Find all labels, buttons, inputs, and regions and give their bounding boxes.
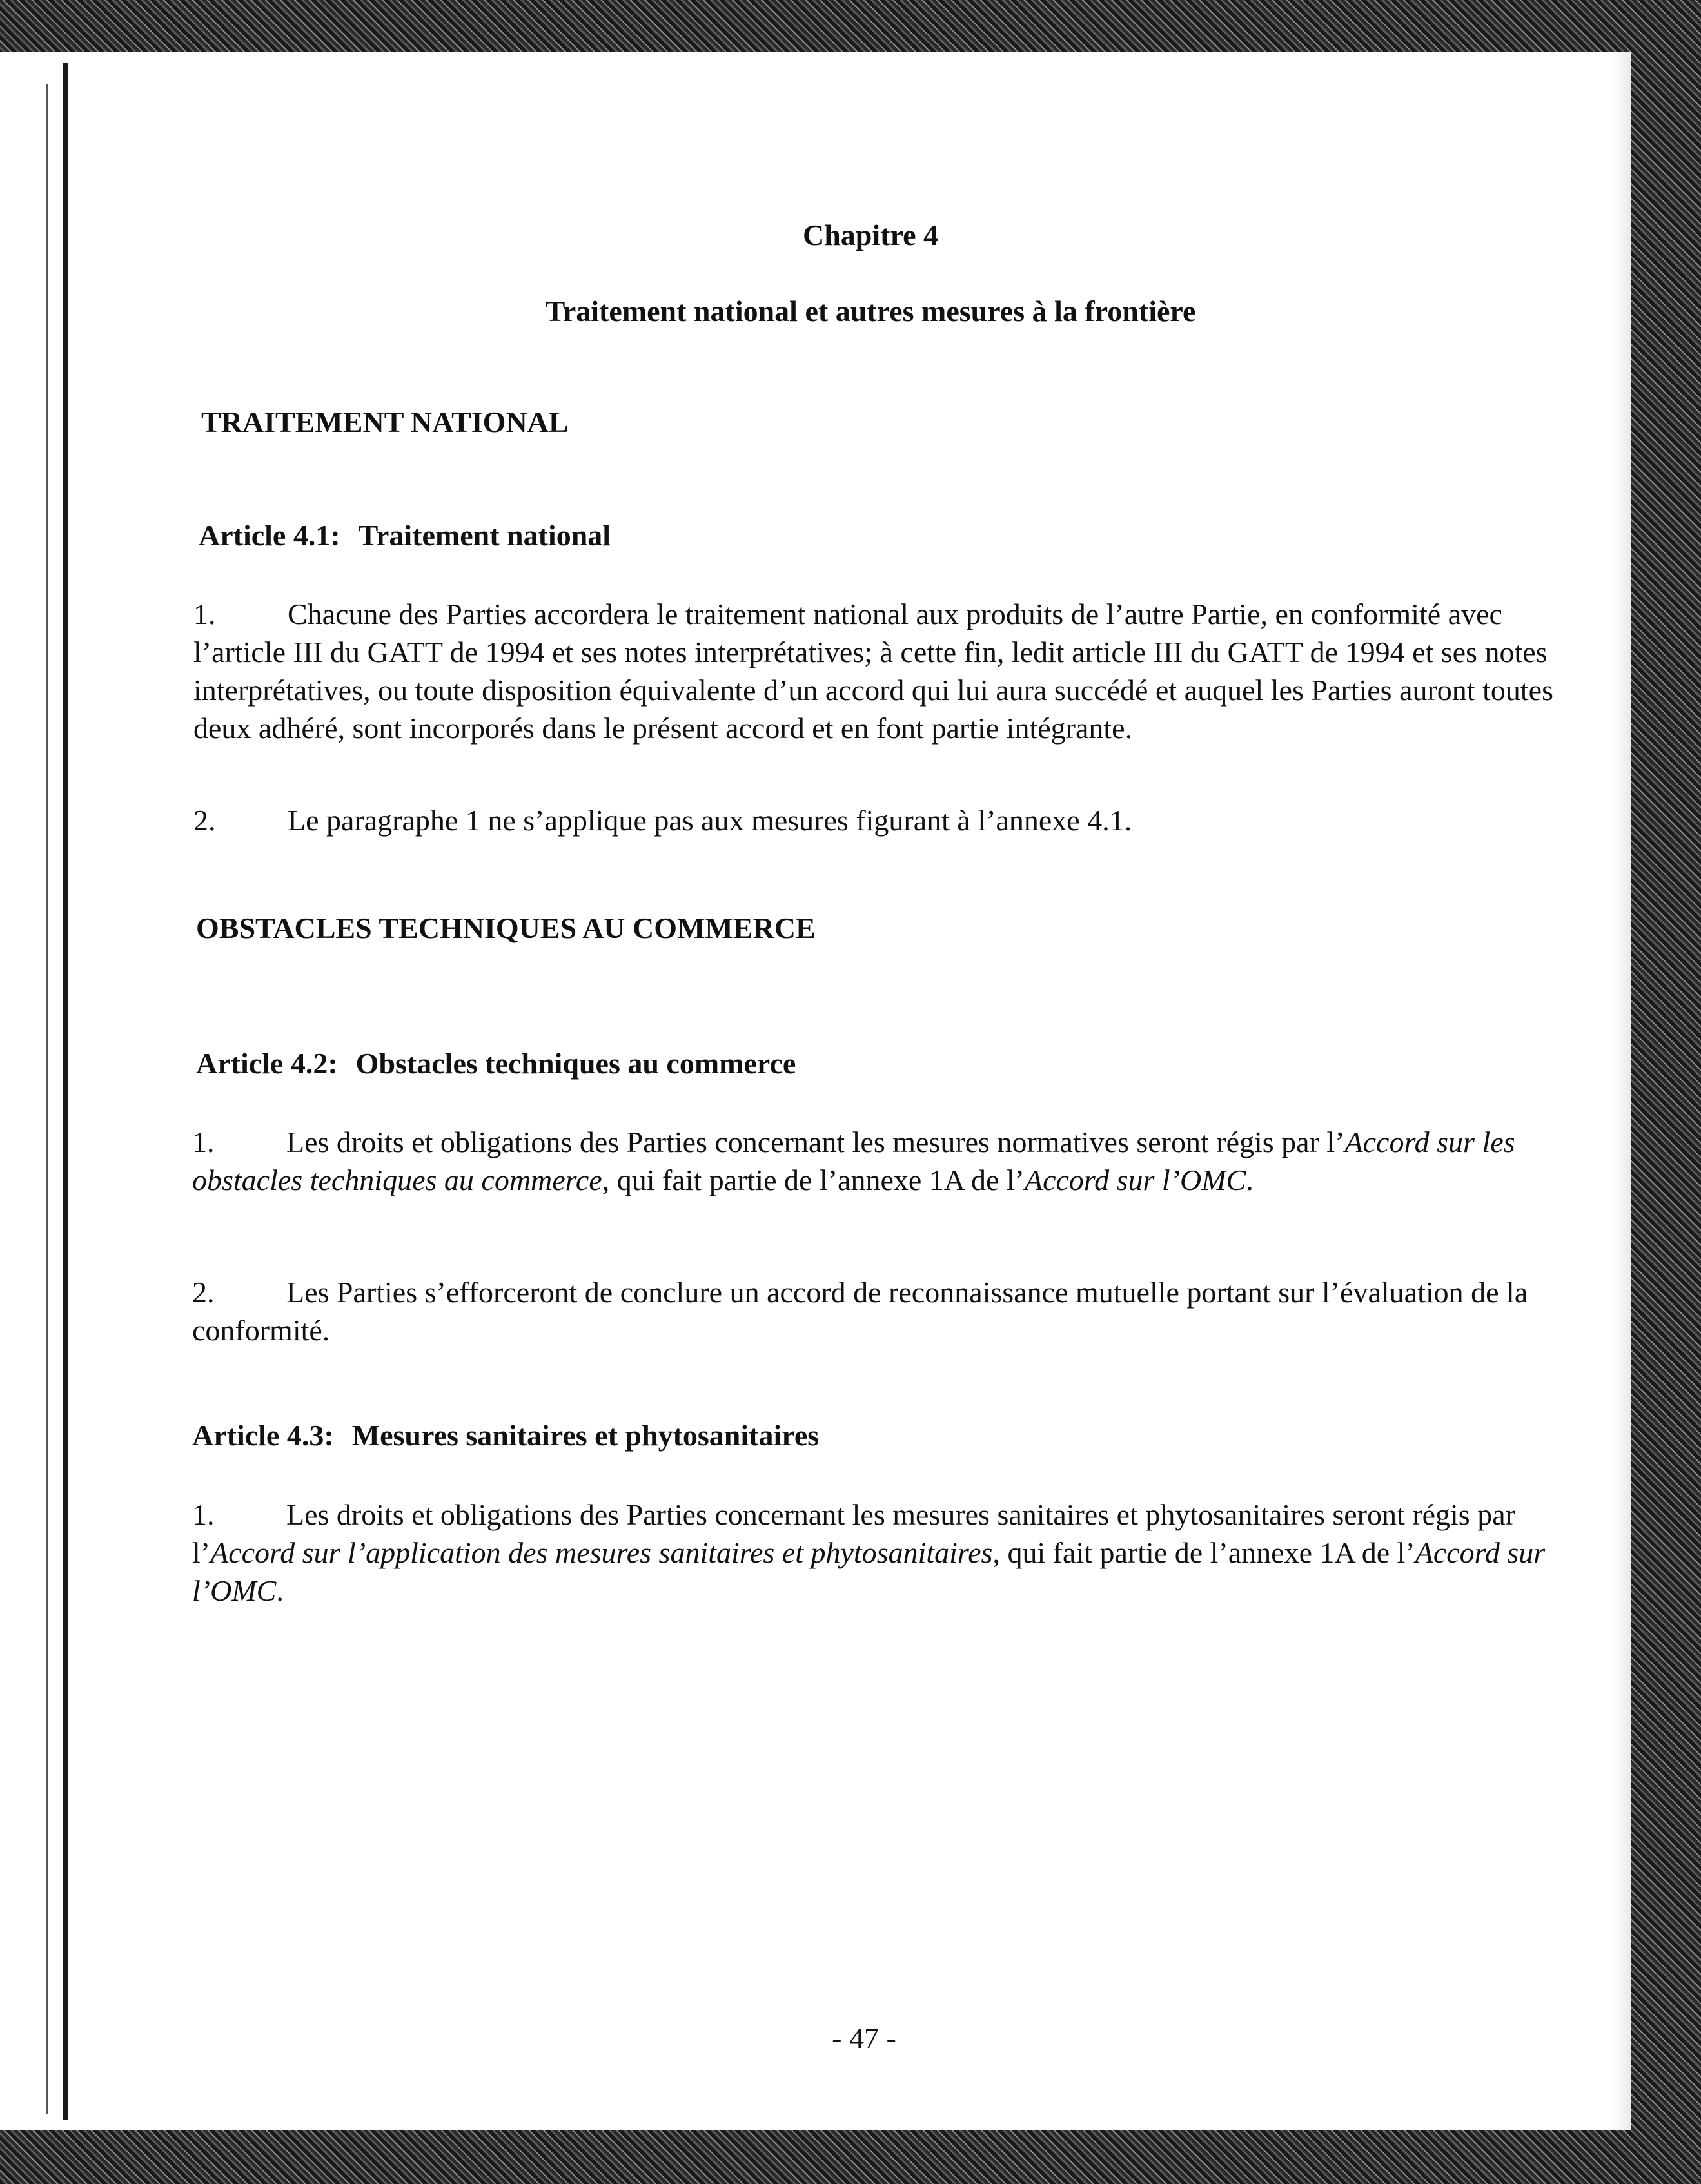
binding-edge — [63, 63, 68, 2120]
article-number: Article 4.2: — [196, 1047, 338, 1080]
section-heading: OBSTACLES TECHNIQUES AU COMMERCE — [196, 912, 816, 944]
article-title: Obstacles techniques au commerce — [355, 1047, 796, 1080]
paragraph-number: 2. — [193, 804, 216, 837]
paragraph — [193, 595, 1560, 747]
article-heading — [199, 518, 611, 552]
page-number: - 47 - — [832, 2022, 896, 2054]
paragraph-text: . — [276, 1574, 284, 1607]
chapter-title: Chapitre 4 — [803, 219, 938, 251]
article-heading — [192, 1418, 819, 1452]
paragraph-text: , qui fait partie de l’annexe 1A de l’ — [602, 1164, 1025, 1196]
document-page — [0, 52, 1631, 2130]
article-number: Article 4.1: — [199, 519, 340, 552]
paragraph-italic-title: Accord sur l’OMC — [192, 1536, 1546, 1607]
paragraph-text: , qui fait partie de l’annexe 1A de l’ — [992, 1536, 1415, 1569]
article-title: Traitement national — [358, 519, 611, 552]
page-edge — [1612, 52, 1631, 2130]
paragraph — [192, 1273, 1559, 1349]
article-title: Mesures sanitaires et phytosanitaires — [351, 1419, 820, 1452]
paragraph-italic-title: Accord sur l’OMC — [1024, 1164, 1246, 1196]
paragraph-italic-title: Accord sur les obstacles techniques au commerce — [192, 1126, 1515, 1196]
paragraph-text: Le paragraphe 1 ne s’applique pas aux mesures figurant à l’annexe 4.1. — [288, 804, 1132, 837]
paragraph-number: 1. — [192, 1498, 215, 1531]
paragraph — [192, 1123, 1559, 1199]
paragraph-text: Chacune des Parties accordera le traitement national aux produits de l’autre Partie, en conformité avec l’article III du GATT de 1994 et ses notes interprétatives; à cette fin, ledit article III du GATT de 1994 et ses notes interprétatives, ou toute disposition équivalente d’un accord qui lui aura succédé et auquel les Parties auront toutes deux adhéré, sont incorporés dans le présent accord et en font partie intégrante. — [193, 598, 1553, 745]
paragraph-number: 2. — [192, 1276, 215, 1309]
paragraph — [193, 801, 1560, 839]
article-heading — [196, 1046, 796, 1080]
paragraph-text: Les droits et obligations des Parties concernant les mesures sanitaires et phytosanitaires seront régis par l’ — [192, 1498, 1515, 1569]
paragraph-text: Les Parties s’efforceront de conclure un accord de reconnaissance mutuelle portant sur l’évaluation de la conformité. — [192, 1276, 1528, 1347]
binding-edge-shadow — [46, 84, 48, 2114]
chapter-subtitle: Traitement national et autres mesures à la frontière — [545, 295, 1196, 327]
paragraph-text: . — [1246, 1164, 1254, 1196]
paragraph-number: 1. — [192, 1126, 215, 1158]
article-number: Article 4.3: — [192, 1419, 334, 1452]
paragraph-number: 1. — [193, 598, 216, 630]
paragraph-text: Les droits et obligations des Parties concernant les mesures normatives seront régis par l’ — [286, 1126, 1345, 1158]
paragraph — [192, 1496, 1559, 1610]
paragraph-italic-title: Accord sur l’application des mesures sanitaires et phytosanitaires — [210, 1536, 993, 1569]
section-heading: TRAITEMENT NATIONAL — [201, 405, 569, 438]
